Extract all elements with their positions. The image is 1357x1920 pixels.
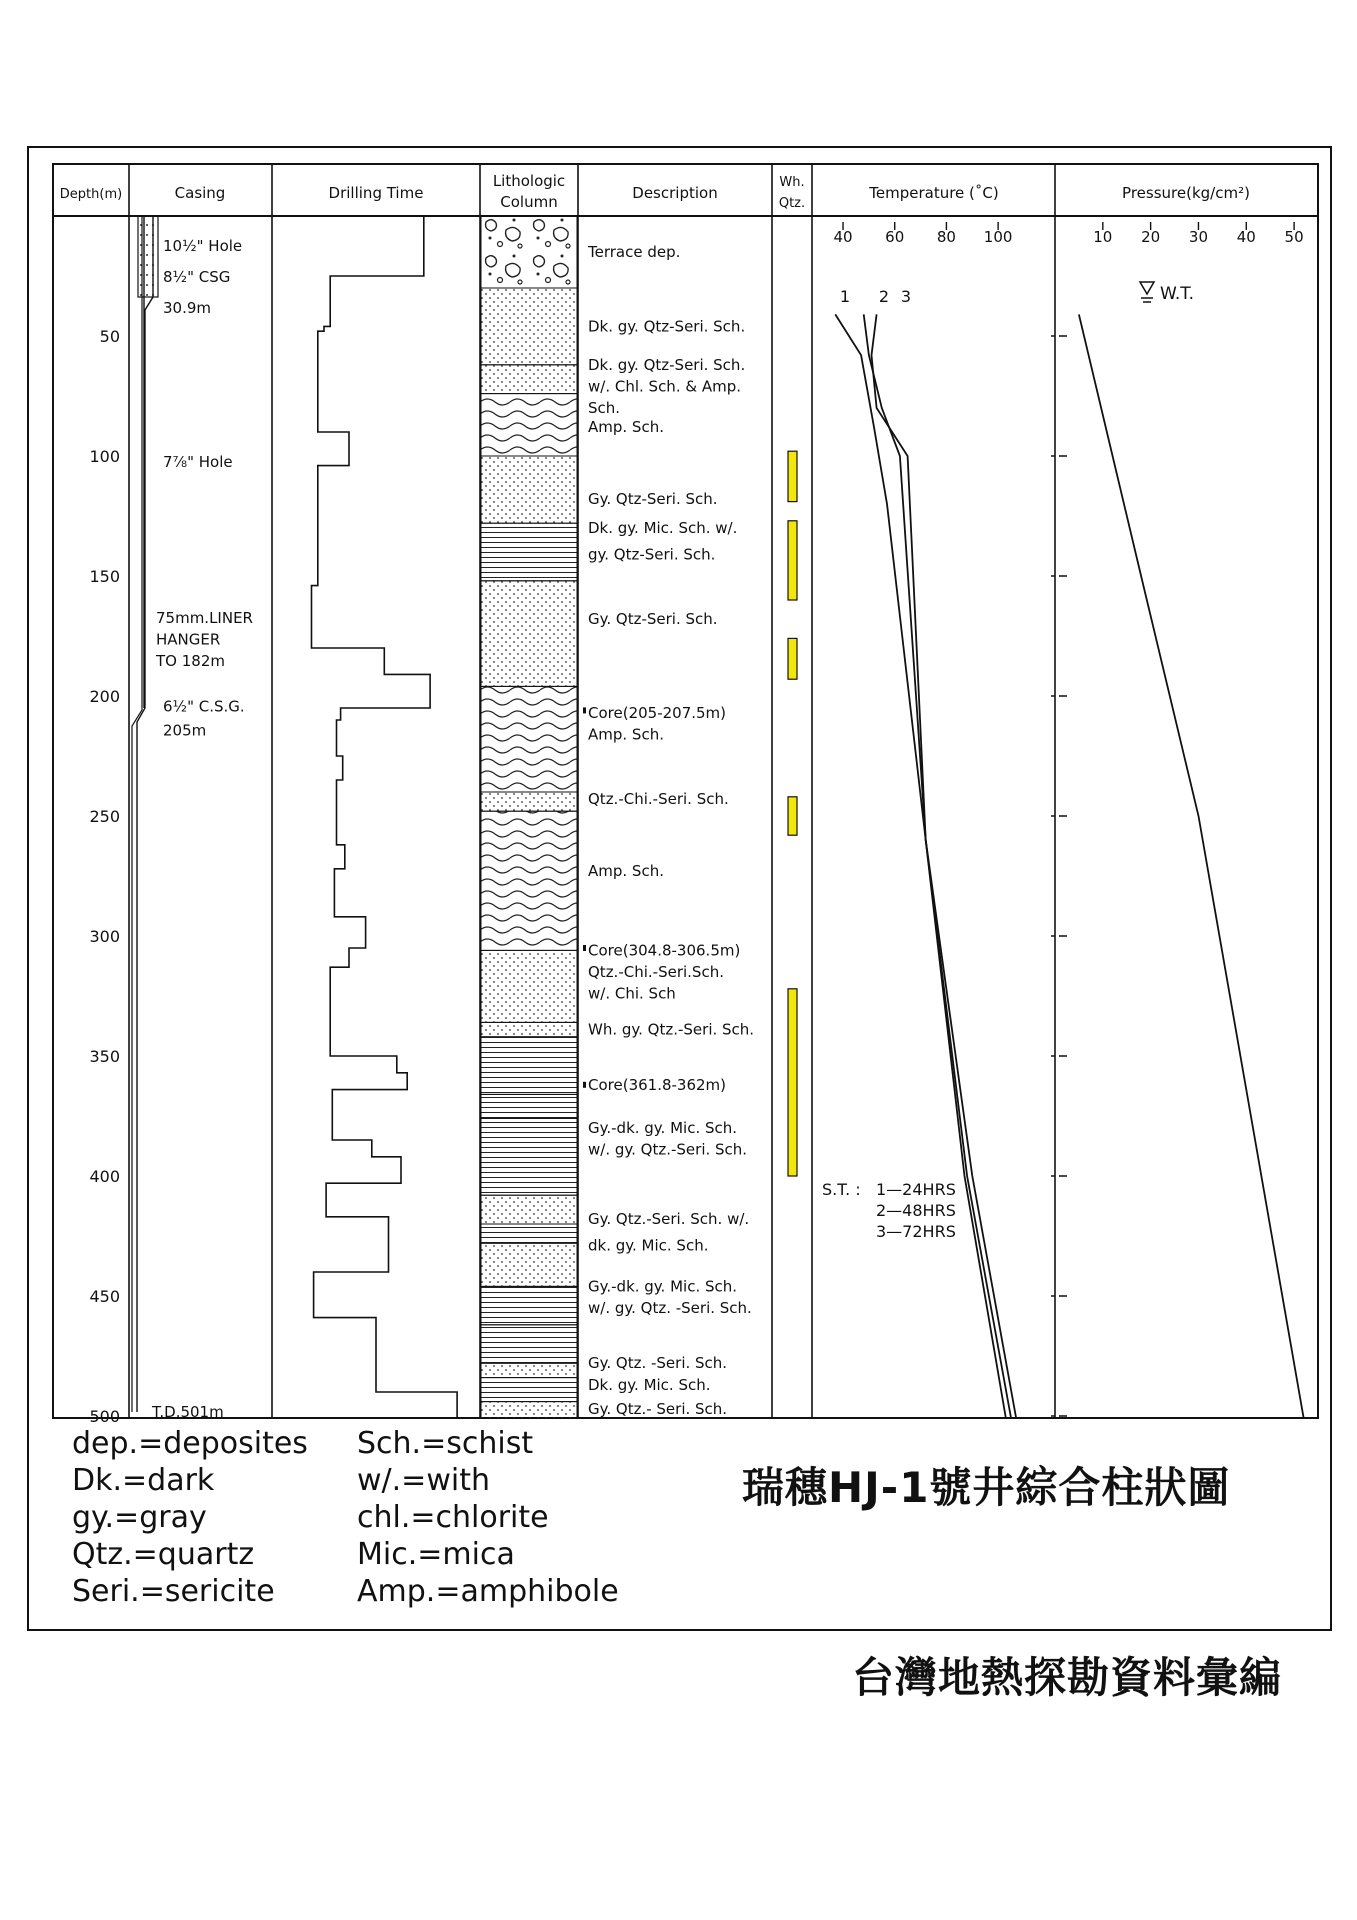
quartz-bar [788,451,797,501]
litho-unit [481,456,577,523]
litho-unit [481,686,577,792]
description-text: Dk. gy. Qtz-Seri. Sch. [588,317,746,336]
depth-tick-label: 500 [89,1407,120,1426]
header-pressure: Pressure(kg/cm²) [1122,184,1250,202]
st-2: 2—48HRS [876,1201,956,1220]
description-text: Gy. Qtz-Seri. Sch. [588,490,718,509]
description-text: Amp. Sch. [588,725,664,744]
core-marker [583,707,586,713]
depth-tick-label: 150 [89,567,120,586]
header-drilling-time: Drilling Time [328,184,424,202]
abbr-item: dep.=deposites [72,1426,308,1461]
litho-unit [481,1243,577,1286]
quartz-bar [788,638,797,679]
temp-series-2 [864,314,1011,1418]
abbr-item: gy.=gray [72,1500,207,1535]
litho-unit [481,1325,577,1363]
header-wh: Wh. [779,175,805,190]
description-text: gy. Qtz-Seri. Sch. [588,545,716,564]
core-marker [583,1082,586,1088]
depth-tick-label: 100 [89,447,120,466]
description-text: Gy. Qtz.-Seri. Sch. w/. [588,1210,750,1229]
depth-tick-label: 400 [89,1167,120,1186]
quartz-bar [788,797,797,835]
description-text: Qtz.-Chi.-Seri.Sch. [588,963,724,981]
casing-note: 205m [163,721,207,740]
compilation-title: 台灣地熱探勘資料彙編 [852,1653,1283,1702]
depth-tick-label: 450 [89,1287,120,1306]
litho-unit [481,1022,577,1036]
pressure-tick-label: 20 [1141,228,1161,246]
abbr-item: w/.=with [357,1463,490,1498]
casing-note: TO 182m [156,652,225,670]
description-text: Amp. Sch. [588,418,664,437]
litho-unit [481,394,577,456]
abbr-item: Sch.=schist [357,1426,534,1461]
description-text: w/. Chi. Sch [588,984,676,1003]
temp-tick-label: 40 [833,228,853,246]
litho-unit [481,523,577,581]
litho-unit [481,1195,577,1224]
abbr-item: Qtz.=quartz [72,1537,255,1572]
curve-label-2: 2 [878,287,890,306]
chart-title: 瑞穗HJ-1號井綜合柱狀圖 [742,1463,1231,1512]
description-text: w/. gy. Qtz. -Seri. Sch. [588,1299,752,1317]
header-description: Description [632,184,718,202]
description-text: w/. gy. Qtz.-Seri. Sch. [588,1140,748,1159]
litho-unit [481,216,577,288]
st-title: S.T. : [822,1180,861,1199]
litho-unit [481,1402,577,1419]
litho-unit [481,811,577,950]
description-text: Gy. Qtz-Seri. Sch. [588,610,718,629]
curve-label-1: 1 [839,287,851,306]
description-text: Core(205-207.5m) [588,703,727,722]
abbreviations-right [357,1425,619,1610]
description-text: Dk. gy. Mic. Sch. w/. [588,519,738,537]
casing-note: 7⅞" Hole [163,452,233,471]
drilling-time-profile [312,216,458,1418]
description-text: Core(361.8-362m) [588,1075,727,1094]
drilling-time-column [312,216,458,1418]
casing-note: 30.9m [163,299,212,318]
description-text: Sch. [588,399,621,417]
header-depth: Depth(m) [59,187,123,202]
description-text: w/. Chl. Sch. & Amp. [588,377,741,396]
curve-labels [840,287,911,306]
white-quartz-column [788,451,797,1176]
quartz-bar [788,989,797,1176]
litho-unit [481,1378,577,1402]
description-text: dk. gy. Mic. Sch. [588,1236,709,1255]
depth-tick-label: 350 [89,1047,120,1066]
header-lithologic: Lithologic [492,172,566,190]
description-text: Core(304.8-306.5m) [588,941,741,960]
litho-unit [481,365,577,394]
litho-unit [481,1286,577,1324]
outer-casing [138,216,158,297]
water-table-symbol [1140,282,1194,304]
abbr-item: Seri.=sericite [72,1574,275,1609]
temp-tick-label: 100 [983,228,1013,246]
casing-note: 8½" CSG [163,268,231,286]
depth-tick-label: 300 [89,927,120,946]
lithologic-column [481,216,577,1418]
litho-unit [481,1118,577,1195]
abbr-item: chl.=chlorite [357,1500,549,1535]
pressure-tick-label: 50 [1284,228,1304,246]
water-table-label: W.T. [1160,284,1195,304]
abbr-item: Amp.=amphibole [357,1574,619,1609]
depth-tick-label: 200 [89,687,120,706]
description-text: Terrace dep. [588,243,681,261]
static-test-legend [822,1180,956,1241]
litho-unit [481,950,577,1022]
litho-unit [481,792,577,811]
litho-unit [481,1224,577,1243]
depth-tick-label: 250 [89,807,120,826]
litho-unit [481,1094,577,1118]
header-casing: Casing [174,184,226,202]
pressure-tick-label: 40 [1236,228,1256,246]
abbreviations-left [72,1425,308,1610]
header-column: Column [500,193,558,211]
casing-note: HANGER [156,630,221,649]
temp-tick-label: 60 [885,228,905,246]
pressure-series [1079,314,1304,1418]
pressure-tick-label: 30 [1188,228,1209,246]
header-temperature: Temperature (˚C) [869,184,999,202]
description-text: Amp. Sch. [588,862,664,881]
description-text: Gy.-dk. gy. Mic. Sch. [588,1119,738,1137]
litho-unit [481,288,577,365]
litho-unit [481,581,577,687]
description-text: Gy.-dk. gy. Mic. Sch. [588,1277,738,1296]
description-text: Qtz.-Chi.-Seri. Sch. [588,790,729,809]
quartz-bar [788,521,797,600]
st-1: 1—24HRS [876,1180,956,1199]
abbr-item: Dk.=dark [72,1463,215,1498]
litho-unit [481,1363,577,1377]
description-text: Gy. Qtz. -Seri. Sch. [588,1354,728,1373]
casing-string [137,216,153,1412]
litho-unit [481,1037,577,1095]
casing-note: 10½" Hole [163,236,243,255]
casing-note: 75mm.LINER [156,608,253,627]
temp-tick-label: 80 [936,228,956,246]
st-3: 3—72HRS [876,1222,956,1241]
description-column [583,243,754,1418]
core-marker [583,945,586,951]
casing-notes [151,237,253,1421]
depth-tick-label: 50 [99,327,120,346]
temp-series-3 [872,314,1017,1418]
description-text: Dk. gy. Mic. Sch. [588,1375,711,1394]
description-text: Dk. gy. Qtz-Seri. Sch. [588,355,746,374]
pressure-chart [1079,222,1304,1418]
casing-note: 6½" C.S.G. [163,697,245,716]
header-qtz: Qtz. [778,196,806,211]
abbr-item: Mic.=mica [357,1537,515,1572]
description-text: Wh. gy. Qtz.-Seri. Sch. [588,1020,755,1039]
description-text: Gy. Qtz.- Seri. Sch. [588,1399,728,1418]
column-headers [60,172,1250,211]
casing-column [132,216,158,1412]
casing-note: T.D.501m [152,1403,224,1422]
curve-label-3: 3 [900,287,912,306]
pressure-tick-label: 10 [1093,228,1113,246]
